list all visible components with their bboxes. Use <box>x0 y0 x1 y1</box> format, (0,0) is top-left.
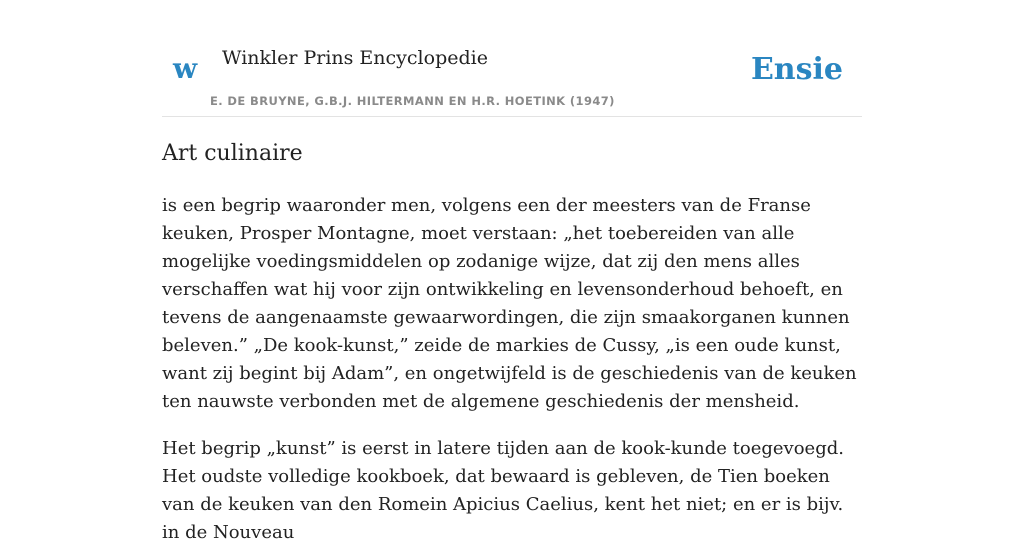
source-authors: E. DE BRUYNE, G.B.J. HILTERMANN EN H.R. HOETINK (1947) <box>210 94 615 108</box>
winkler-prins-logo-icon[interactable]: w <box>173 52 198 85</box>
source-title[interactable]: Winkler Prins Encyclopedie <box>222 47 488 69</box>
ensie-logo[interactable]: Ensie <box>750 52 843 87</box>
article-paragraph: is een begrip waaronder men, volgens een der meesters van de Franse keuken, Prosper Montagne, moet verstaan: „het toebereiden van alle mogelijke voedingsmiddelen op zodanige wijze, dat zij den mens alles verschaffen wat hij voor zijn ontwikkeling en levensonderhoud behoeft, en tevens de aangenaamste gewaarwordingen, die zijn smaakorganen kunnen beleven.” „De kook-kunst,” zeide de markies de Cussy, „is een oude kunst, want zij begint bij Adam”, en ongetwijfeld is de geschiedenis van de keuken ten nauwste verbonden met de algemene geschiedenis der mensheid. <box>162 195 857 412</box>
article-paragraph: Het begrip „kunst” is eerst in latere tijden aan de kook-kunde toegevoegd. Het oudste volledige kookboek, dat bewaard is gebleven, de Tien boeken van de keuken van den Romein Apicius Caelius, kent het niet; en er is bijv. in de Nouveau <box>162 438 844 543</box>
article <box>162 136 862 547</box>
source-header <box>162 0 862 117</box>
article-title: Art culinaire <box>162 141 303 166</box>
